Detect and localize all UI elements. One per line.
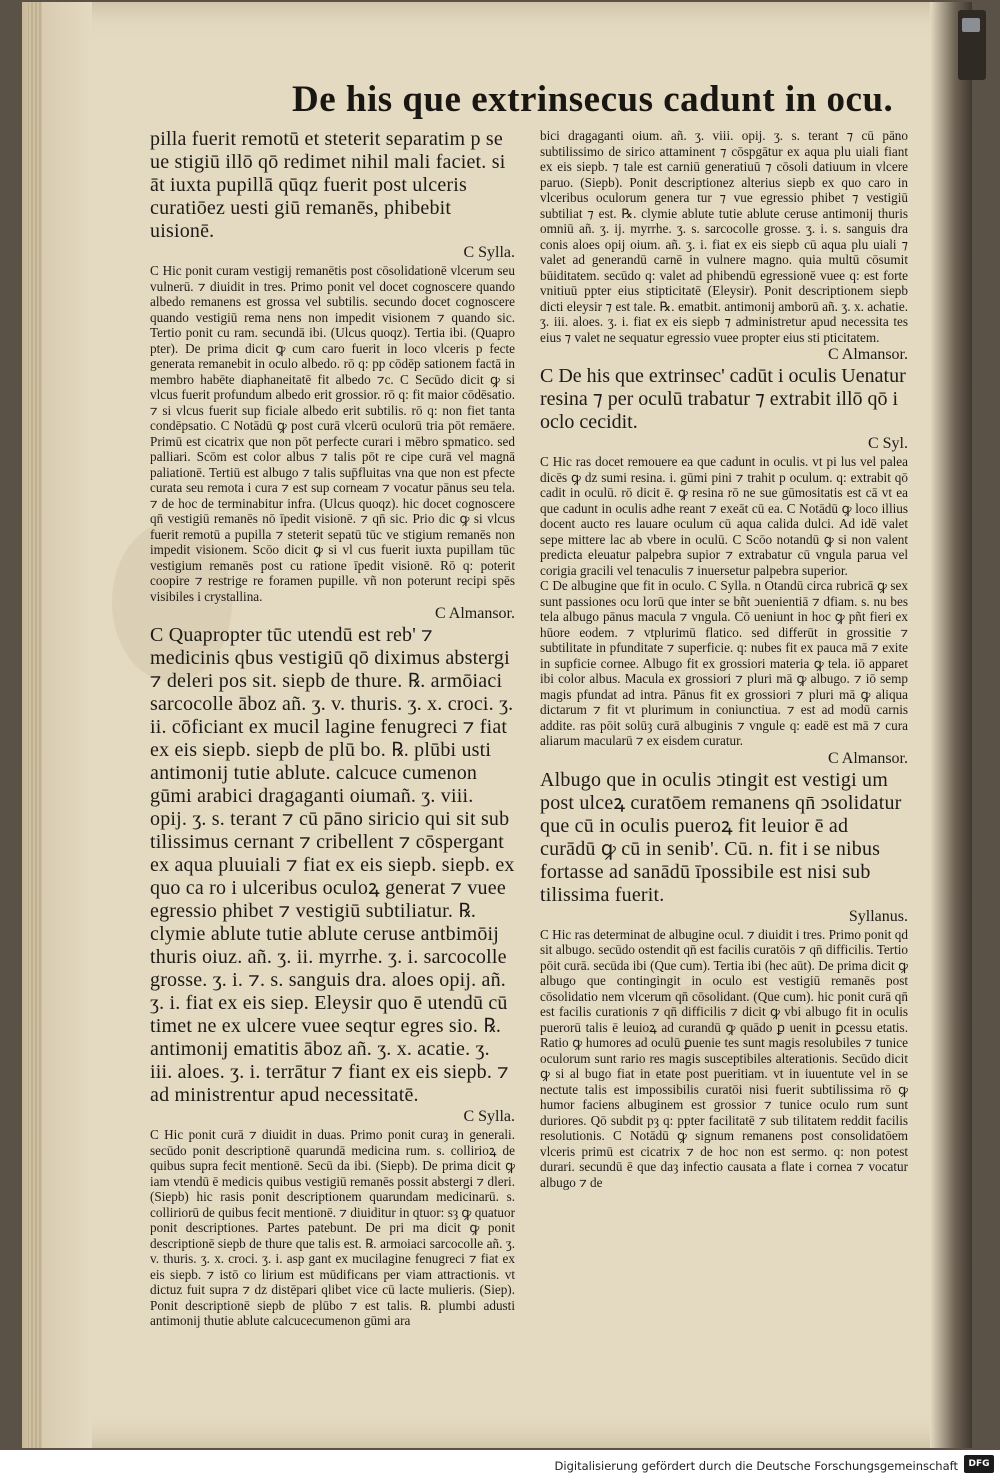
commentary-block: bici dragaganti oium. añ. ʒ. viii. opij. ʒ. s. terant ⁊ cū pāno subtilissimo de sirico attaminent ⁊ cōspgātur ex aqua plu uiali fiant ex eis siepb. ⁊ tale est carniū generatiuū ⁊ cōsoli datiuum in vlcere paruo. (Siepb). Ponit descriptionez alterius siepb ex quo caro in vlceribus oculorum genera tur ⁊ vue egressio phibet ⁊ vestigiū subtiliat ⁊ est. ℞. clymie ablute tutie ablute ceruse antimonij thuris omniū añ. ʒ. ij. myrrhe. ʒ. s. sarcocolle grosse. ʒ. i. s. sanguis dra conis aloes opij oium. añ. ʒ. i. fiat ex eis siepb cū aqua plu uiali ⁊ valet ad generandū carnē in vulnere magno. quia multū cōsumit būiditatem. secūdo q: valet ad phibendū egressionē vuee q: est forte vnitiuū ppter eius stipticitatē (Eleysir). Ponit descriptionem siepb dicti eleysir ⁊ est tale. ℞. ematbit. antimonij amborū añ. ʒ. x. achatie. ʒ. iii. aloes. ʒ. i. fiat ex eis siepb ⁊ administretur apud necessita tes eius ⁊ valet ne sequatur egressio vuee propter eius sti pticitatem. xyxy=(540,128,908,345)
source-citation: C Almansor. xyxy=(827,749,908,767)
text-block: pilla fuerit remotū et steterit separatim p se ue stigiū illō qō redimet nihil mali faciet. si āt iuxta pupillā qūqz fuerit post ulceris curatiōez uesti giū remanēs, phibebit uisionē. xyxy=(150,128,506,242)
footer-bar xyxy=(0,1452,1000,1480)
stacked-page-edges xyxy=(28,2,42,1448)
text-block: Albugo que in oculis ↄtingit est vestigi um post ulceꝝ curatōem remanens qn̄ ↄsolidatur que cū in oculis pueroꝝ fit leuior ē ad curādū ꝙ cū in senib'. Cū. n. fit i se nibus fortasse ad sanādū īpossibile est nisi sub tilissima fuerit. xyxy=(540,768,902,906)
source-citation: C Almansor. xyxy=(434,605,515,622)
chapter-rubric: C De his que extrinsec' cadūt i oculis Uenatur resina ⁊ per oculū trabatur ⁊ extrabit illō qō i oclo cecidit. xyxy=(540,365,906,433)
right-text-column xyxy=(540,128,908,1190)
commentary-block: C Hic ponit curam vestigij remanētis post cōsolidationē vlcerum seu vulnerū. ⁊ diuidit in tres. Primo ponit vel docet cognoscere quando albedo remanens est grossa vel subtilis. secundo docet cognoscere quando vestigiū rema nens non impedit visionem ⁊ quando sic. Tertio ponit cu ram. secundā ibi. (Ulcus quoqz). Tertia ibi. (Quapro pter). De prima dicit ꝙ cum caro fuerit in loco vlceris p fecte generata remanebit in oculo albedo. rō q: pp cōdēp sationem factā in membro habēte diaphaneitatē fit albedo ⁊c. C Secūdo dicit ꝙ si vlcus fuerit profundum albedo erit grossior. rō q: fit maior cōdēsatio. ⁊ si vlcus fuerit sup ficiale albedo erit subtilis. rō q: non fiet tanta condēpsatio. C Notādū ꝙ post curā vlcerū oculorū tria pōt remāere. Primū est cicatrix que non pōt perfecte curari i mēbro spmatico. sed palliari. Scōm est color albus ⁊ talis pōt re cipe curā vel magnā paliationē. Tertiū est albugo ⁊ talis sup̄fluitas vna que non est pfecte curata seu remota i cura ⁊ est sup corneam ⁊ vocatur pānus seu tela. ⁊ de hoc de terminabitur infra. (Ulcus quoqz). hic docet cognoscere qn̄ vestigiū remanēs nō īpedit visionē. ⁊ qn̄ sic. Prio dic ꝙ si vlcus fuerit remotū a pupilla ⁊ steterit sepatū tūc ve stigium remanēs non impedit visionem. Scōo dicit ꝙ si vl cus fuerit iuxta pupillam tūc vestigium remanēs post cu ratione īpedit visionē. Rō q: poterit coopire ⁊ restrige re foramen pupille. vñ non poterunt recipi spēs visibiles i crystallina. xyxy=(150,263,515,604)
source-citation: Syllanus. xyxy=(848,907,908,925)
source-citation: C Sylla. xyxy=(463,1108,515,1125)
source-citation: C Almansor. xyxy=(827,346,908,363)
text-block: C Quapropter tūc utendū est reb' ⁊ medicinis qbus vestigiū qō diximus abstergi ⁊ deleri pos sit. siepb de thure. ℞. armōiaci sarcocolle āboz añ. ʒ. v. thuris. ʒ. x. croci. ʒ. ii. cōficiant ex mucil lagine fenugreci ⁊ fiat ex eis siepb. siepb de plū bo. ℞. plūbi usti antimonij tutie ablute. calcuce cumenon gūmi arabici dragaganti oiumañ. ʒ. viii. opij. ʒ. s. terant ⁊ cū pāno siricio qui sit sub tilissimus cernant ⁊ cribellent ⁊ cōspergant ex aqua pluuiali ⁊ fiat ex eis siepb. siepb. ex quo ca ro i ulceribus oculoꝝ generat ⁊ vuee egressio phibet ⁊ vestigiū subtiliatur. ℞. clymie ablute tutie ablute ceruse antbimōij thuris oiuz. añ. ʒ. ii. myrrhe. ʒ. i. sarcocolle grosse. ʒ. i. ⁊. s. sanguis dra. aloes opij. añ. ʒ. i. fiat ex eis siep. Eleysir quo ē utendū cū timet ne ex ulcere vuee seqtur egres sio. ℞. antimonij ematitis āboz añ. ʒ. x. acatie. ʒ. iii. aloes. ʒ. i. terrātur ⁊ fiant ex eis siepb. ⁊ ad ministrentur apud necessitatē. xyxy=(150,624,515,1106)
page-right-edge xyxy=(930,2,972,1448)
book-clip-metal xyxy=(962,18,980,32)
commentary-block: C Hic ras determinat de albugine ocul. ⁊ diuidit i tres. Primo ponit qd sit albugo. secūdo ostendit qn̄ est facilis curatōis ⁊ qn̄ difficilis. Tertio pōit curā. secūda ibi (Que cum). Tertia ibi (hec aūt). De prima dicit ꝙ albugo que contingingit in oculo est vestigiū remanēs post cōsolidatio nem vlcerum qn̄ cōsolidant. (Que cum). hic ponit curā qn̄ est facilis curationis ⁊ qn̄ difficilis ⁊ dicit ꝙ vbi albugo fit in oculis puerorū talis ē leuioꝝ ad curandū ꝙ quādo ꝑ uenit in ꝑcessu etatis. Ratio ꝙ humores ad oculū ꝑuenie tes sunt magis resolubiles ⁊ tunice oculorum sunt rario res magis susceptibiles alterationis. Secūdo dicit ꝙ si al bugo fiat in etate post pueritiam. vt in iuuentute vel in se nectute talis est impossibilis curatōi nisi fuerit subtilissima rō ꝙ humor faciens albuginem est grossior ⁊ tunice oculo rum sunt duriores. Qō subdit pȝ q: ppter facilitatē ⁊ sub tilitatem reddit facilis resolutionis. C Notādū ꝙ signum remanens post consolidatōem vlceris primū est cicatrix ⁊ de hoc non est sermo. q: non potest durari. secundū ē que daȝ infectio causata a flate i cornea ⁊ vocatur albugo ⁊ de xyxy=(540,926,908,1190)
funding-notice: Digitalisierung gefördert durch die Deutsche Forschungsgemeinschaft xyxy=(554,1459,958,1473)
running-head: De his que extrinsecus cadunt in ocu. xyxy=(292,79,894,120)
commentary-block: C Hic ras docet remouere ea que cadunt in oculis. vt pi lus vel palea dicēs ꝙ dz sumi resina. i. gūmi pini ⁊ trahit p oculum. q: extrabit qō cadit in oculū. rō dicit ē. ꝙ resina rō ne sue gūmositatis est cā vt ea que cadunt in oculis adhe reant ⁊ exeāt cū ea. C Notādū ꝙ loco illius docent aucto res lauare oculum cū aqua calida dulci. Ad idē valet sepe mittere lac ab vbere in oculū. C Scōo notandū ꝙ si non valent predicta eleuatur palpebra supior ⁊ extrabatur cū vngula parua vel corigia gracili vel tenaculis ⁊ inuersetur palpebra superior. xyxy=(540,454,908,578)
dfg-logo: DFG xyxy=(964,1455,994,1473)
commentary-block: C De albugine que fit in oculo. C Sylla. n Otandū circa rubricā ꝙ sex sunt passiones ocu lorū que inter se bñt ↄuenientiā ⁊ dfiam. s. nu bes tela albugo pānus macula ⁊ vngula. Cō ueniunt in hoc ꝙ pñt fieri ex hūore eodem. ⁊ vtplurimū flatico. sed differūt in grossitie ⁊ subtilitate in pfunditate ⁊ superficie. q: nubes fit ex pauca mā ⁊ exite in supficie cornee. Albugo fit ex grossiori materia ꝙ tela. iō apparet ibi color albus. Macula ex grossiori ⁊ pluri mā ꝙ albugo. ⁊ iō semp magis pfundat ad intra. Pānus fit ex grossiori ⁊ pluri mā ꝙ aliqua dictarum ⁊ fit vt plurimum in coniunctiua. ⁊ est ad modū carnis addite. ras pōit solūȝ curā albuginis ⁊ vngule q: eadē est mā ⁊ cura aliarum macularū ⁊ ex eisdem curatur. xyxy=(540,578,908,748)
source-citation: C Sylla. xyxy=(463,244,515,261)
commentary-block: C Hic ponit curā ⁊ diuidit in duas. Primo ponit curaȝ in generali. secūdo ponit descriptionē quarundā medicina rum. s. collirioꝝ de quibus supra fecit mentionē. Secū da ibi. (Siepb). De prima dicit ꝙ iam vtendū ē medicis quibus vestigiū remanēs possit abstergi ⁊ dleri. (Siepb) hic rasis ponit descriptionem quarundam medicinarū. s. colliriorū de quibus fecit mentionē. ⁊ diuiditur in qtuor: sȝ ꝙ quatuor ponit descriptiones. Partes patebunt. De pri ma dicit ꝙ ponit descriptionē siepb de thure que talis est. ℞. armoiaci sarcocolle añ. ʒ. v. thuris. ʒ. x. croci. ʒ. i. asp gant ex mucilagine fenugreci ⁊ fiat ex eis siepb. ⁊ istō co lirium est mūdificans per viam attractionis. vt dictuz fuit supra ⁊ dz distēpari qlibet vice cū lacte mulieris. (Siep). Ponit descriptionē siepb de plūbo ⁊ est talis. ℞. plumbi adusti antimonij thutie ablute calcucecumenon gūmi ara xyxy=(150,1127,515,1328)
source-citation: C Syl. xyxy=(867,435,908,452)
left-text-column xyxy=(150,128,515,1329)
